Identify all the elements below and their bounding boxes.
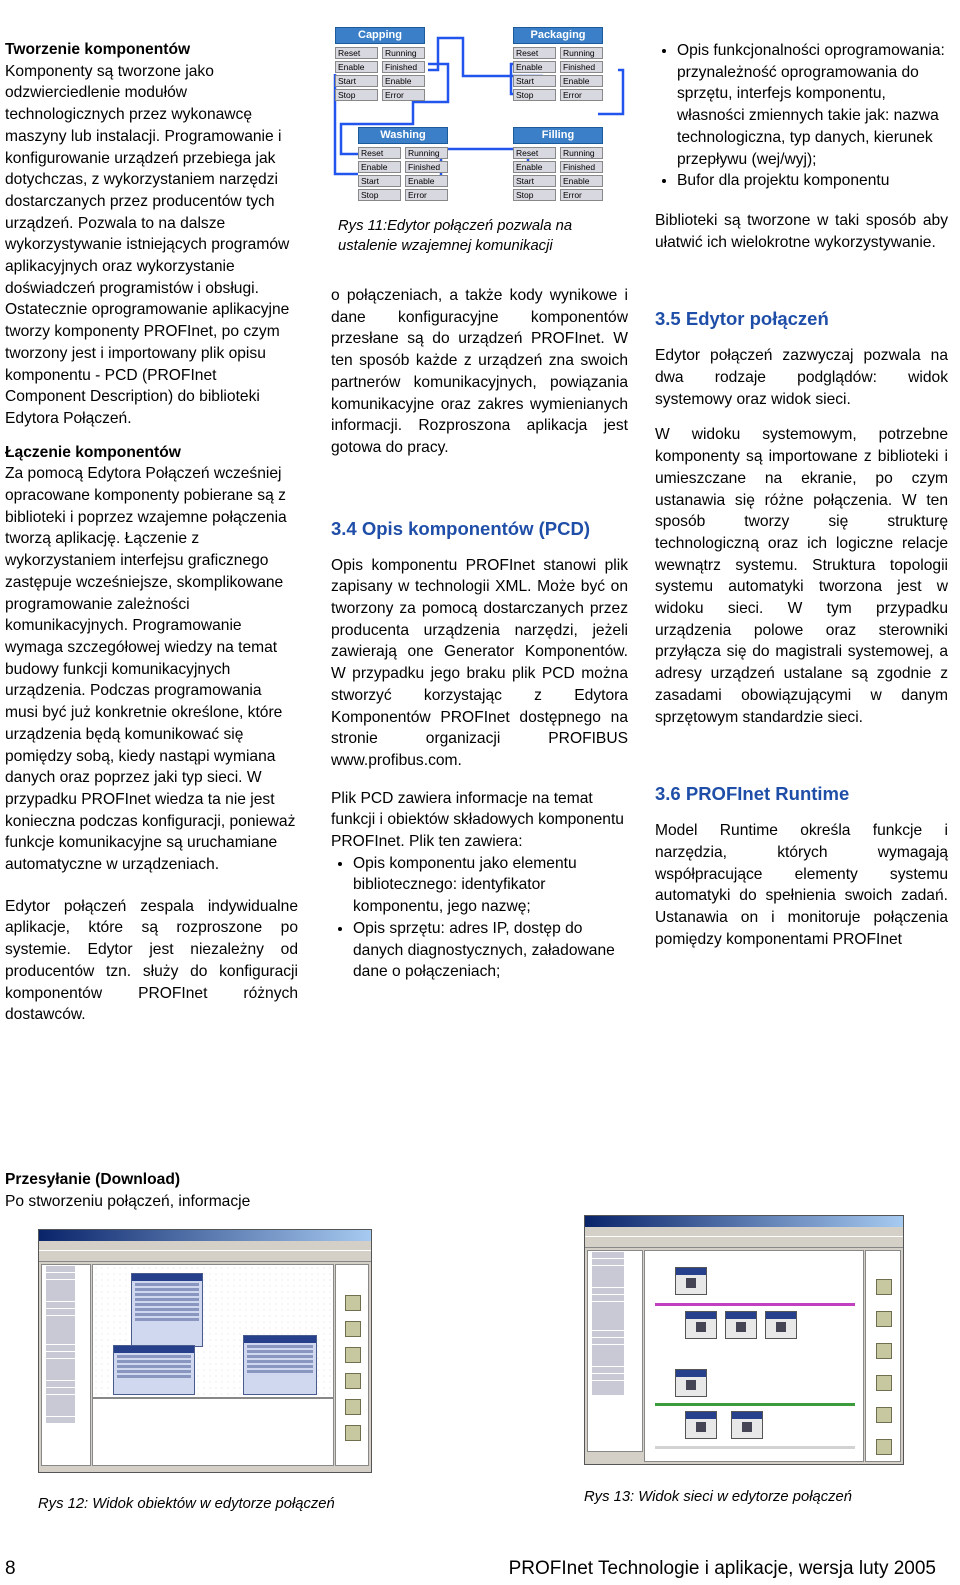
network-tree bbox=[587, 1250, 643, 1452]
section-title-3-5 bbox=[655, 307, 948, 331]
block-title: Capping bbox=[335, 27, 425, 44]
section-heading-laczenie: Łączenie komponentów bbox=[5, 443, 181, 461]
section-heading-download: Przesyłanie (Download) bbox=[5, 1171, 181, 1188]
list-item: • Opis funkcjonalności oprogramowania: przynależność oprogramowania do sprzętu, interfejs komponentu, własności zmiennych takie jak: nazwa technologiczna, typ danych, kierunek przepływu (wej/wyj); bbox=[677, 40, 948, 170]
page-number: 8 bbox=[5, 1558, 16, 1579]
port-cell: Start bbox=[513, 75, 556, 87]
paragraph-pcd-content: Plik PCD zawiera informacje na temat funkcji i obiektów składowych komponentu PROFInet. Plik ten zawiera: bbox=[331, 789, 624, 851]
block-filling bbox=[513, 127, 603, 201]
port-cell: Start bbox=[513, 175, 556, 187]
port-cell: Start bbox=[335, 75, 378, 87]
left-column bbox=[5, 39, 298, 1038]
figure-12-screenshot bbox=[38, 1229, 372, 1473]
port-cell: Reset bbox=[335, 47, 378, 59]
port-cell: Running bbox=[405, 147, 448, 159]
section-title: Opis komponentów (PCD) bbox=[361, 517, 591, 539]
port-cell: Enable bbox=[513, 161, 556, 173]
window-toolbar bbox=[585, 1236, 903, 1248]
figure-11-diagram bbox=[333, 24, 625, 200]
paragraph-download: Po stworzeniu połączeń, informacje bbox=[5, 1192, 251, 1210]
section-heading-tworzenie: Tworzenie komponentów bbox=[5, 41, 191, 58]
paragraph-podglady: Edytor połączeń zazwyczaj pozwala na dwa rodzaje podglądów: widok systemowy oraz widok sieci. bbox=[655, 347, 948, 408]
port-cell: Error bbox=[560, 89, 603, 101]
download-section bbox=[5, 1169, 305, 1212]
middle-column bbox=[331, 285, 628, 995]
window-titlebar bbox=[39, 1230, 371, 1241]
port-cell: Enable bbox=[560, 75, 603, 87]
plant-view-canvas bbox=[92, 1264, 334, 1398]
figure-13-screenshot bbox=[584, 1215, 904, 1465]
port-cell: Enable bbox=[358, 161, 401, 173]
paragraph-runtime: Model Runtime określa funkcje i narzędzia, których wymagają współpracujące elementy systemu automatyki do spełnienia swoich zadań. Ustanawia on i monitoruje połączenia pomiędzy komponentami PROFInet bbox=[655, 822, 948, 948]
port-cell: Finished bbox=[405, 161, 448, 173]
window-menubar bbox=[585, 1227, 903, 1236]
paragraph-polaczenia: o połączeniach, a także kody wynikowe i dane konfiguracyjne komponentów przesłane są do urządzeń PROFInet. W ten sposób każde z urządzeń zna swoich partnerów komunikacyjnych, powiązania komunikacyjne oraz zakres wymienianych informacji. Rozproszona aplikacja jest gotowa do pracy. bbox=[331, 287, 628, 456]
output-pane bbox=[92, 1398, 334, 1466]
right-column bbox=[655, 40, 948, 963]
paragraph-laczenie: Za pomocą Edytora Połączeń wcześniej opracowane komponenty pobierane są z biblioteki i poprzez wzajemne połączenia tworzą aplikację. Łączenie z wykorzystaniem interfejsu graficznego zastępuje wcześniejsze, skomplikowane programowanie zależności komunikacyjnych. Programowanie wymaga szczegółowej wiedzy na temat budowy funkcji komunikacyjnych urządzenia. Podczas programowania musi być już konkretnie określone, które urządzenia będą komunikować się pomiędzy sobą, kiedy nastąpi wymiana danych oraz poprzez jaki typ sieci. W przypadku PROFInet wiedza ta nie jest konieczna podczas konfiguracji, ponieważ funkcje komunikacyjne są uruchamiane automatyczne w urządzeniach. bbox=[5, 465, 296, 874]
footer-title: PROFInet Technologie i aplikacje, wersja luty 2005 bbox=[508, 1558, 936, 1579]
port-cell: Reset bbox=[358, 147, 401, 159]
list-item: • Opis komponentu jako elementu bibliotecznego: identyfikator komponentu, jego nazwę; bbox=[353, 853, 628, 918]
port-cell: Stop bbox=[358, 189, 401, 201]
figure-12-caption: Rys 12: Widok obiektów w edytorze połączeń bbox=[38, 1496, 335, 1512]
port-cell: Error bbox=[382, 89, 425, 101]
network-view-canvas bbox=[644, 1250, 864, 1462]
port-cell: Error bbox=[560, 189, 603, 201]
port-cell: Finished bbox=[560, 161, 603, 173]
paragraph-widok-systemowy: W widoku systemowym, potrzebne komponenty są importowane z biblioteki i umieszczane na ekranie, po czym ustanawia się różne połączenia. W ten sposób tworzy się strukturę technologiczną oraz ich logiczne relacje wewnątrz systemu. Struktura topologii systemu automatyki tworzona jest w widoku sieci. W tym przypadku urządzenia polowe oraz sterowniki przyłącza się do magistrali systemowej, a adresy urządzeń ustalane są zgodnie z zasadami obowiązującymi w danym sprzętowym standardzie sieci. bbox=[655, 426, 948, 726]
block-washing bbox=[358, 127, 448, 201]
port-cell: Enable bbox=[382, 75, 425, 87]
list-item: • Opis sprzętu: adres IP, dostęp do danych diagnostycznych, załadowane dane o połączeniach; bbox=[353, 918, 628, 983]
paragraph-pcd: Opis komponentu PROFInet stanowi plik zapisany w technologii XML. Może być on tworzony za pomocą dostarczanych przez producenta urządzenia narzędzi, jeżeli zawierają one Generator Komponentów. W przypadku jego braku plik PCD można stworzyć korzystając z Edytora Komponentów PROFInet dostępnego na stronie organizacji PROFIBUS www.profibus.com. bbox=[331, 556, 628, 769]
block-title: Packaging bbox=[513, 27, 603, 44]
block-title: Washing bbox=[358, 127, 448, 144]
port-cell: Running bbox=[560, 47, 603, 59]
block-packaging bbox=[513, 27, 603, 101]
window-titlebar bbox=[585, 1216, 903, 1227]
section-title: Edytor połączeń bbox=[685, 308, 829, 330]
section-number: 3.6 bbox=[655, 783, 681, 805]
catalog-pane bbox=[335, 1264, 369, 1466]
port-cell: Error bbox=[405, 189, 448, 201]
section-title: PROFInet Runtime bbox=[685, 783, 850, 805]
figure-13-caption: Rys 13: Widok sieci w edytorze połączeń bbox=[584, 1489, 852, 1505]
pcd-bullet-list bbox=[331, 853, 628, 983]
port-cell: Enable bbox=[513, 61, 556, 73]
paragraph-tworzenie: Komponenty są tworzone jako odzwierciedlenie modułów technologicznych przez wykonawcę maszyny lub instalacji. Programowanie i konfigurowanie urządzeń przebiega jak dotychczas, z wykorzystaniem narzędzi dostarczanych przez producentów tych urządzeń. Pozwala to na dalsze wykorzystywanie istniejących programów aplikacyjnych oraz wykorzystanie doświadczeń programistów i obsługi. Ostatecznie oprogramowanie aplikacyjne tworzy komponenty PROFInet, po czym tworzony jest i importowany plik opisu komponentu - PCD (PROFInet Component Description) do biblioteki Edytora Połączeń. bbox=[5, 62, 290, 427]
section-title-3-4 bbox=[331, 517, 628, 541]
port-cell: Reset bbox=[513, 147, 556, 159]
port-cell: Stop bbox=[513, 89, 556, 101]
library-tree bbox=[41, 1264, 91, 1466]
window-toolbar bbox=[39, 1250, 371, 1262]
port-cell: Enable bbox=[335, 61, 378, 73]
port-cell: Finished bbox=[382, 61, 425, 73]
paragraph-edytor: Edytor połączeń zespala indywidualne aplikacje, które są rozproszone po systemie. Edytor jest niezależny od producentów tzn. służy do konfiguracji komponentów PROFInet różnych dostawców. bbox=[5, 897, 298, 1024]
port-cell: Running bbox=[382, 47, 425, 59]
list-item: • Bufor dla projektu komponentu bbox=[677, 170, 948, 192]
paragraph-biblioteki: Biblioteki są tworzone w taki sposób aby ułatwić ich wielokrotne wykorzystywanie. bbox=[655, 211, 948, 251]
port-cell: Stop bbox=[513, 189, 556, 201]
port-cell: Running bbox=[560, 147, 603, 159]
block-title: Filling bbox=[513, 127, 603, 144]
port-cell: Enable bbox=[405, 175, 448, 187]
port-cell: Reset bbox=[513, 47, 556, 59]
port-cell: Enable bbox=[560, 175, 603, 187]
block-capping bbox=[335, 27, 425, 101]
window-menubar bbox=[39, 1241, 371, 1250]
functionality-bullet-list bbox=[655, 40, 948, 192]
figure-11-caption: Rys 11:Edytor połączeń pozwala na ustalenie wzajemnej komunikacji bbox=[338, 218, 573, 254]
section-number: 3.5 bbox=[655, 308, 681, 330]
section-title-3-6 bbox=[655, 782, 948, 806]
port-cell: Finished bbox=[560, 61, 603, 73]
section-number: 3.4 bbox=[331, 517, 357, 539]
port-cell: Stop bbox=[335, 89, 378, 101]
catalog-pane bbox=[865, 1250, 901, 1462]
port-cell: Start bbox=[358, 175, 401, 187]
